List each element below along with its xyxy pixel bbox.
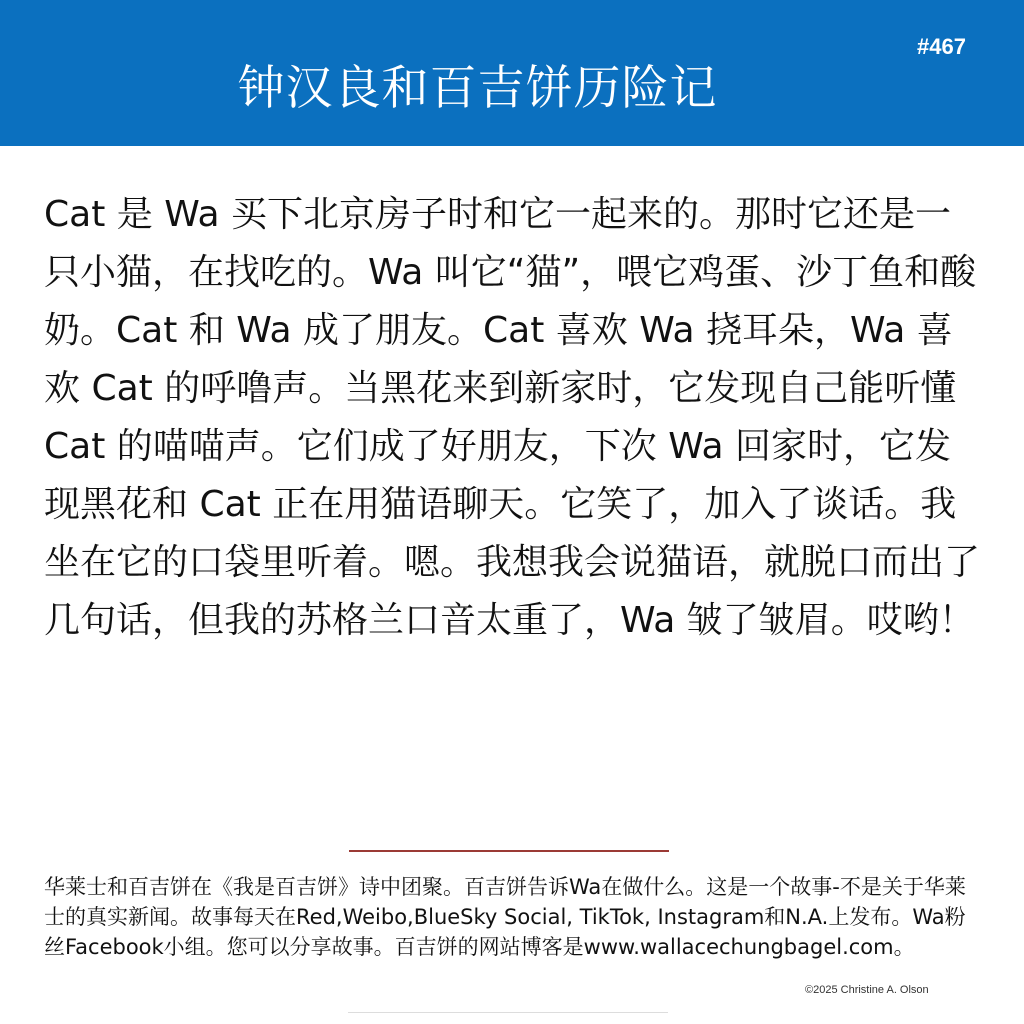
page-title: 钟汉良和百吉饼历险记: [237, 61, 718, 116]
episode-number: #467: [917, 34, 966, 59]
divider-line: [349, 850, 669, 852]
story-text: Cat 是 Wa 买下北京房子时和它一起来的。那时它还是一只小猫，在找吃的。Wa 叫它“猫”，喂它鸡蛋、沙丁鱼和酸奶。Cat 和 Wa 成了朋友。Cat 喜欢 Wa 挠耳朵，Wa 喜欢 Cat 的呼噜声。当黑花来到新家时，它发现自己能听懂 Cat 的喵喵声。它们成了好朋友，下次 Wa 回家时，它发现黑花和 Cat 正在用猫语聊天。它笑了，加入了谈话。我坐在它的口袋里听着。嗯。我想我会说猫语，就脱口而出了几句话，但我的苏格兰口音太重了，Wa 皱了皱眉。哎哟！: [44, 194, 981, 641]
copyright-notice: ©2025 Christine A. Olson: [805, 984, 929, 996]
bottom-faint-line: [348, 1012, 668, 1013]
footer-note: 华莱士和百吉饼在《我是百吉饼》诗中团聚。百吉饼告诉Wa在做什么。这是一个故事-不是关于华莱士的真实新闻。故事每天在Red,Weibo,BlueSky Social, TikTok, Instagram和N.A.上发布。Wa粉丝Facebook小组。您可以分享故事。百吉饼的网站博客是www.wallacechungbagel.com。: [44, 875, 966, 959]
title-banner: [0, 0, 1024, 146]
